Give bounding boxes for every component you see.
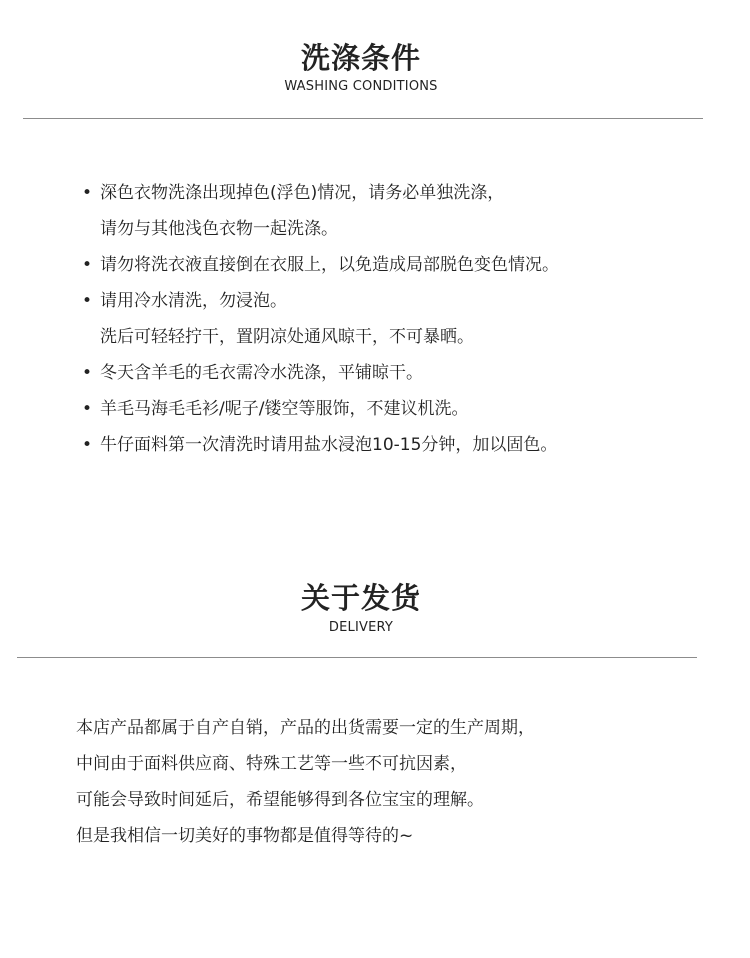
delivery-paragraph-line: 可能会导致时间延后，希望能够得到各位宝宝的理解。 — [76, 790, 484, 810]
delivery-body — [76, 710, 716, 854]
bullet: • — [81, 183, 93, 203]
list-item-text: 请勿与其他浅色衣物一起洗涤。 — [100, 219, 338, 239]
list-item — [80, 211, 720, 247]
list-item — [80, 175, 720, 211]
delivery-subtitle: DELIVERY — [328, 620, 394, 635]
delivery-divider — [17, 657, 697, 658]
list-item-text: 请用冷水清洗，勿浸泡。 — [100, 291, 287, 311]
washing-subtitle: WASHING CONDITIONS — [284, 79, 438, 94]
list-item-text: 请勿将洗衣液直接倒在衣服上，以免造成局部脱色变色情况。 — [100, 255, 559, 275]
list-item-text: 洗后可轻轻拧干，置阴凉处通风晾干，不可暴晒。 — [100, 327, 474, 347]
bullet: • — [81, 399, 93, 419]
list-item-text: 冬天含羊毛的毛衣需冷水洗涤，平铺晾干。 — [100, 363, 423, 383]
list-item — [80, 355, 720, 391]
bullet: • — [81, 291, 93, 311]
delivery-paragraph-line: 本店产品都属于自产自销，产品的出货需要一定的生产周期， — [76, 718, 535, 738]
delivery-title: 关于发货 — [300, 581, 421, 615]
list-item — [80, 319, 720, 355]
list-item-text: 深色衣物洗涤出现掉色(浮色)情况，请务必单独洗涤， — [100, 183, 505, 203]
washing-title: 洗涤条件 — [300, 41, 421, 75]
delivery-paragraph-line: 中间由于面料供应商、特殊工艺等一些不可抗因素， — [76, 754, 467, 774]
list-item — [80, 427, 720, 463]
bullet: • — [81, 255, 93, 275]
list-item — [80, 391, 720, 427]
bullet: • — [81, 363, 93, 383]
list-item — [80, 247, 720, 283]
list-item-text: 牛仔面料第一次清洗时请用盐水浸泡10-15分钟，加以固色。 — [100, 435, 558, 455]
delivery-paragraph-line: 但是我相信一切美好的事物都是值得等待的~ — [76, 826, 414, 846]
list-item — [80, 283, 720, 319]
bullet: • — [81, 435, 93, 455]
washing-list — [80, 175, 720, 463]
washing-divider — [23, 118, 703, 119]
list-item-text: 羊毛马海毛毛衫/呢子/镂空等服饰，不建议机洗。 — [100, 399, 469, 419]
